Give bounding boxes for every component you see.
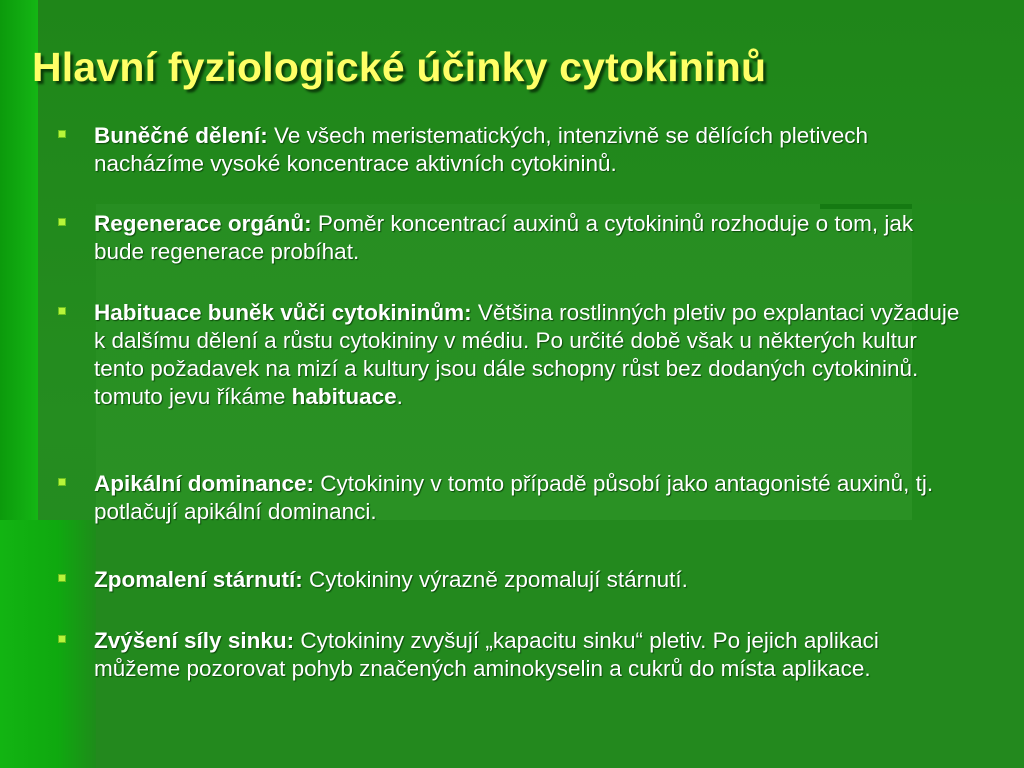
bullet-item-apikalni-dominance <box>56 470 966 526</box>
square-bullet-icon <box>58 574 66 582</box>
bullet-item-habituace <box>56 299 966 411</box>
bullet-text <box>94 299 966 411</box>
bullet-emphasis: habituace <box>291 384 397 409</box>
bullet-text <box>94 627 966 683</box>
bullet-body: Cytokininy v tomto případě působí jako antagonisté auxinů, tj. potlačují apikální dominanci. <box>94 471 934 524</box>
slide-title: Hlavní fyziologické účinky cytokininů <box>32 44 767 90</box>
background-divider-line <box>820 204 912 209</box>
bullet-text <box>94 566 966 594</box>
square-bullet-icon <box>58 130 66 138</box>
bullet-body: Poměr koncentrací auxinů a cytokininů rozhoduje o tom, jak bude regenerace probíhat. <box>94 211 914 264</box>
bullet-label: Apikální dominance: <box>94 471 315 496</box>
bullet-label: Zvýšení síly sinku: <box>94 628 295 653</box>
bullet-label: Regenerace orgánů: <box>94 211 312 236</box>
square-bullet-icon <box>58 478 66 486</box>
square-bullet-icon <box>58 307 66 315</box>
bullet-label: Habituace buněk vůči cytokininům: <box>94 300 472 325</box>
bullet-body: Ve všech meristematických, intenzivně se dělících pletivech nacházíme vysoké koncentrace aktivních cytokininů. <box>94 123 869 176</box>
square-bullet-icon <box>58 635 66 643</box>
bullet-body: Většina rostlinných pletiv po explantaci vyžaduje k dalšímu dělení a růstu cytokininy v médiu. Po určité době však u některých kultur tento požadavek na mizí a kultury jsou dále schopny růst bez dodaných cytokininů. tomuto jevu říkáme <box>94 300 960 409</box>
bullet-tail: . <box>396 384 403 409</box>
bullet-text <box>94 470 966 526</box>
bullet-body: Cytokininy výrazně zpomalují stárnutí. <box>302 567 688 592</box>
bullet-item-bunecne-deleni <box>56 122 966 178</box>
bullet-item-regenerace-organu <box>56 210 966 266</box>
bullet-item-zpomaleni-starnuti <box>56 566 966 594</box>
bullet-label: Buněčné dělení: <box>94 123 268 148</box>
square-bullet-icon <box>58 218 66 226</box>
bullet-label: Zpomalení stárnutí: <box>94 567 303 592</box>
bullet-item-zvyseni-sily-sinku <box>56 627 966 683</box>
bullet-body: Cytokininy zvyšují „kapacitu sinku“ pletiv. Po jejich aplikaci můžeme pozorovat pohyb značených aminokyselin a cukrů do místa aplikace. <box>94 628 879 681</box>
bullet-text <box>94 210 966 266</box>
bullet-text <box>94 122 966 178</box>
